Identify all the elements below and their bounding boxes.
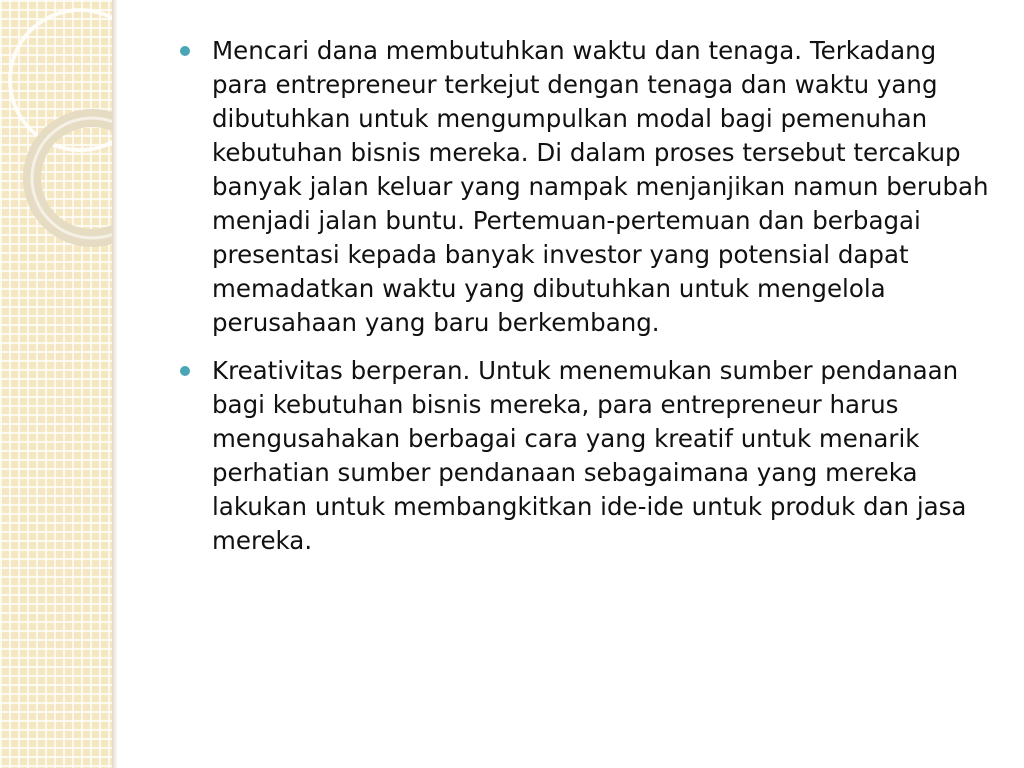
bullet-dot-icon	[180, 46, 190, 56]
decorative-ring-thick	[32, 118, 112, 238]
decorative-circles	[0, 0, 112, 768]
slide-body	[178, 34, 990, 572]
side-panel-edge-shadow	[112, 0, 118, 768]
bullet-item	[178, 34, 990, 340]
decorative-side-panel	[0, 0, 112, 768]
bullet-dot-icon	[180, 366, 190, 376]
bullet-list	[178, 34, 990, 558]
bullet-text: Mencari dana membutuhkan waktu dan tenaga. Terkadang para entrepreneur terkejut dengan tenaga dan waktu yang dibutuhkan untuk mengumpulkan modal bagi pemenuhan kebutuhan bisnis mereka. Di dalam proses tersebut tercakup banyak jalan keluar yang nampak menjanjikan namun berubah menjadi jalan buntu. Pertemuan-pertemuan dan berbagai presentasi kepada banyak investor yang potensial dapat memadatkan waktu yang dibutuhkan untuk mengelola perusahaan yang baru berkembang.	[212, 36, 989, 337]
bullet-item	[178, 354, 990, 558]
bullet-text: Kreativitas berperan. Untuk menemukan sumber pendanaan bagi kebutuhan bisnis mereka, para entrepreneur harus mengusahakan berbagai cara yang kreatif untuk menarik perhatian sumber pendanaan sebagaimana yang mereka lakukan untuk membangkitkan ide-ide untuk produk dan jasa mereka.	[212, 356, 967, 555]
